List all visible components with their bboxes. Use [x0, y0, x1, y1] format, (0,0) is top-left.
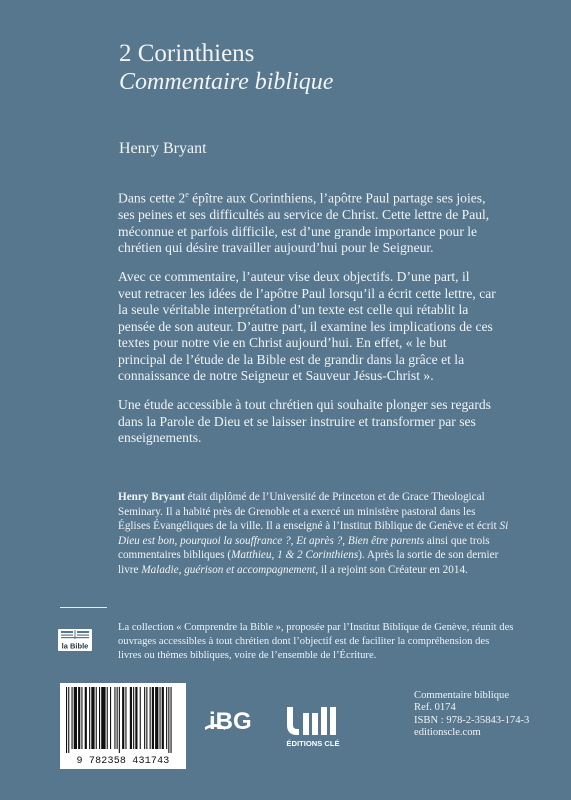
blurb-paragraph-2: Avec ce commentaire, l’auteur vise deux objectifs. D’une part, il veut retracer les idées de l’apôtre Paul lorsqu’il a écrit cette lettre, car la seule véritable interprétation d’un texte est celle qui rétablit la pensée de son auteur. D’autre part, il examine les implications de ces textes pour notre vie en Christ aujourd’hui. En effet, « le but principal de l’étude de la Bible est de grandir dans la grâce et la connaissance de notre Seigneur et Sauveur Jésus-Christ ».: [118, 268, 496, 384]
book-subtitle: Commentaire biblique: [119, 69, 334, 95]
barcode-bar: [160, 687, 161, 749]
book-author: Henry Bryant: [119, 140, 207, 157]
barcode-bar: [74, 687, 77, 749]
ibg-logo-text: iBG: [209, 708, 252, 735]
barcode-number: 9 782358 431743: [76, 756, 170, 767]
barcode-bar: [146, 687, 147, 749]
barcode-bar: [168, 687, 169, 753]
barcode-bar: [96, 687, 97, 749]
barcode-bar: [130, 687, 132, 749]
barcode-bar: [101, 687, 105, 749]
superscript: e: [185, 190, 189, 199]
author-bio: Henry Bryant était diplômé de l’Université de Princeton et de Grace Theological Seminary. Il a habité près de Grenoble et a exercé un ministère pastoral dans les Églises Évangéliques de la ville. Il a enseigné à l’Institut Biblique de Genève et écrit Si Dieu est bon, pourquoi la souffrance ?, Et après ?, Bien être parents ainsi que trois commentaires bibliques (Matthieu, 1 & 2 Corinthiens). Après la sortie de son dernier livre Maladie, guérison et accompagnement, il a rejoint son Créateur en 2014.: [118, 491, 509, 576]
barcode-bar: [133, 687, 134, 749]
barcode-bar: [152, 687, 154, 749]
blurb-paragraph-1: Dans cette 2e épître aux Corinthiens, l’apôtre Paul partage ses joies, ses peines et ses difficultés au service de Christ. Cette lettre de Paul, méconnue et parfois difficile, est d’une grande importance pour le chrétien qui désire travailler aujourd’hui pour le Seigneur.: [118, 190, 490, 256]
barcode-bar: [81, 687, 82, 749]
barcode-bar: [162, 687, 164, 749]
blurb-paragraph-3: Une étude accessible à tout chrétien qui souhaite plonger ses regards dans la Parole de Dieu et se laisser instruire et transformer par ses enseignements.: [118, 397, 491, 446]
barcode-bar: [122, 687, 124, 749]
barcode-bar: [68, 687, 69, 753]
barcode-bar: [171, 687, 172, 753]
publication-info: [414, 690, 529, 740]
barcode-bar: [89, 687, 90, 749]
editions-cle-logo-text: ÉDITIONS CLÉ: [286, 739, 340, 748]
book-reference: Et après ?: [296, 534, 343, 547]
barcode-bar: [114, 687, 115, 749]
barcode-bar: [78, 687, 80, 749]
info-isbn: ISBN : 978-2-35843-174-3: [414, 714, 530, 726]
info-website: editionscle.com: [414, 727, 481, 739]
barcode-bar: [66, 687, 67, 753]
barcode-bar: [140, 687, 141, 749]
barcode-bar: [72, 687, 73, 749]
book-title: 2 Corinthiens: [119, 40, 255, 67]
info-series: Commentaire biblique: [414, 690, 510, 701]
editions-cle-logo: [281, 697, 345, 749]
divider: [60, 607, 107, 608]
barcode-bar: [110, 687, 111, 749]
info-reference: Ref. 0174: [414, 702, 456, 714]
book-reference: Maladie, guérison et accompagnement: [141, 563, 316, 576]
barcode-bar: [99, 687, 100, 749]
barcode-bar: [150, 687, 151, 749]
barcode-bar: [144, 687, 145, 749]
barcode-bar: [119, 687, 120, 753]
isbn-barcode: [60, 683, 186, 769]
la-bible-logo: [57, 628, 93, 652]
barcode-bar: [117, 687, 118, 749]
bio-author-name: Henry Bryant: [118, 491, 185, 503]
collection-note: La collection « Comprendre la Bible », proposée par l’Institut Biblique de Genève, réunit des ouvrages accessibles à tout chrétien dont l’objectif est de faciliter la compréhension des livres ou thèmes bibliques, voire de l’ensemble de l’Écriture.: [118, 622, 514, 661]
barcode-bars: [60, 683, 186, 755]
svg-text:la Bible: la Bible: [61, 641, 89, 651]
blurb: [118, 187, 496, 459]
barcode-bar: [166, 687, 167, 749]
book-reference: Bien être parents: [347, 534, 425, 547]
barcode-bar: [85, 687, 87, 749]
book-reference: Matthieu, 1 & 2 Corinthiens: [231, 549, 359, 561]
barcode-bar: [135, 687, 137, 749]
book-reference: Si Dieu est bon, pourquoi la souffrance ?: [118, 520, 509, 547]
ibg-logo: [203, 703, 259, 739]
barcode-bar: [155, 687, 158, 749]
barcode-bar: [125, 687, 126, 749]
barcode-bar: [91, 687, 94, 749]
open-book-icon: [57, 628, 93, 652]
barcode-bar: [107, 687, 108, 749]
